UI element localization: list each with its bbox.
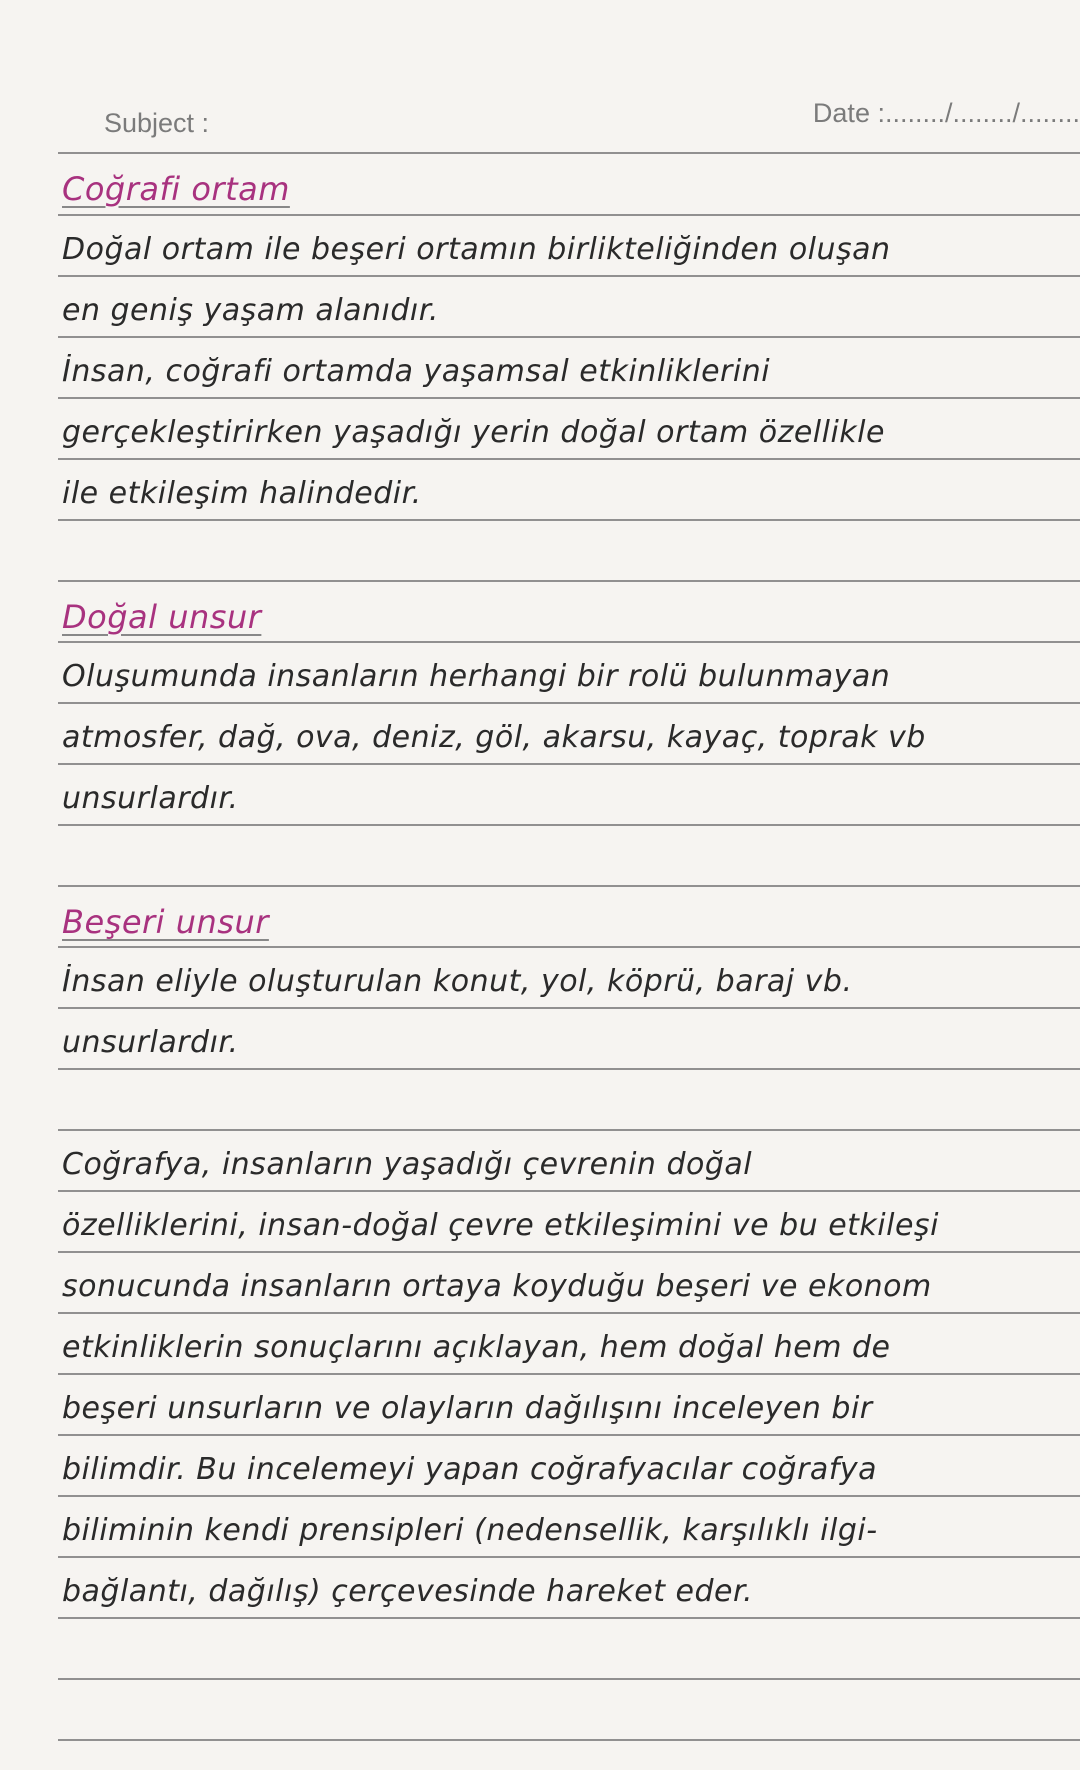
section-title-cografi-ortam: Coğrafi ortam (62, 170, 290, 208)
header-rule (58, 152, 1080, 154)
ruled-line (58, 397, 1080, 399)
ruled-line (58, 763, 1080, 765)
ruled-line (58, 1373, 1080, 1375)
ruled-line (58, 519, 1080, 521)
ruled-line (58, 824, 1080, 826)
note-line: atmosfer, dağ, ova, deniz, göl, akarsu, kayaç, toprak vb (62, 720, 926, 755)
ruled-line (58, 1495, 1080, 1497)
note-line: unsurlardır. (62, 1025, 239, 1060)
ruled-line (58, 458, 1080, 460)
ruled-line (58, 1556, 1080, 1558)
date-label: Date :......../......../........ (812, 98, 1080, 128)
section-title-beseri-unsur: Beşeri unsur (62, 903, 269, 941)
ruled-line (58, 214, 1080, 216)
ruled-line (58, 275, 1080, 277)
ruled-line (58, 1312, 1080, 1314)
note-line: bağlantı, dağılış) çerçevesinde hareket eder. (62, 1574, 754, 1609)
ruled-line (58, 885, 1080, 887)
ruled-line (58, 580, 1080, 582)
note-line: etkinliklerin sonuçlarını açıklayan, hem doğal hem de (62, 1330, 891, 1365)
note-line: Doğal ortam ile beşeri ortamın birlikteliğinden oluşan (62, 232, 891, 267)
note-line: unsurlardır. (62, 781, 239, 816)
ruled-line (58, 641, 1080, 643)
subject-label: Subject : (104, 108, 210, 138)
note-line: özelliklerini, insan-doğal çevre etkileşimini ve bu etkileşi (62, 1208, 939, 1243)
note-line: biliminin kendi prensipleri (nedensellik, karşılıklı ilgi- (62, 1513, 878, 1548)
ruled-line (58, 1739, 1080, 1741)
note-line: Oluşumunda insanların herhangi bir rolü bulunmayan (62, 659, 891, 694)
section-title-dogal-unsur: Doğal unsur (62, 598, 262, 636)
note-line: İnsan eliyle oluşturulan konut, yol, köprü, baraj vb. (62, 964, 853, 999)
note-line: en geniş yaşam alanıdır. (62, 293, 439, 328)
note-line: ile etkileşim halindedir. (62, 476, 422, 511)
ruled-line (58, 336, 1080, 338)
ruled-line (58, 1251, 1080, 1253)
ruled-line (58, 946, 1080, 948)
note-line: bilimdir. Bu incelemeyi yapan coğrafyacılar coğrafya (62, 1452, 877, 1487)
note-line: İnsan, coğrafi ortamda yaşamsal etkinliklerini (62, 354, 771, 389)
note-line: Coğrafya, insanların yaşadığı çevrenin doğal (62, 1147, 753, 1182)
ruled-line (58, 1007, 1080, 1009)
ruled-line (58, 1434, 1080, 1436)
ruled-line (58, 1068, 1080, 1070)
ruled-line (58, 1190, 1080, 1192)
ruled-line (58, 702, 1080, 704)
note-line: sonucunda insanların ortaya koyduğu beşeri ve ekonom (62, 1269, 932, 1304)
ruled-line (58, 1678, 1080, 1680)
note-line: gerçekleştirirken yaşadığı yerin doğal ortam özellikle (62, 415, 885, 450)
ruled-line (58, 1617, 1080, 1619)
note-line: beşeri unsurların ve olayların dağılışını inceleyen bir (62, 1391, 873, 1426)
ruled-line (58, 1129, 1080, 1131)
